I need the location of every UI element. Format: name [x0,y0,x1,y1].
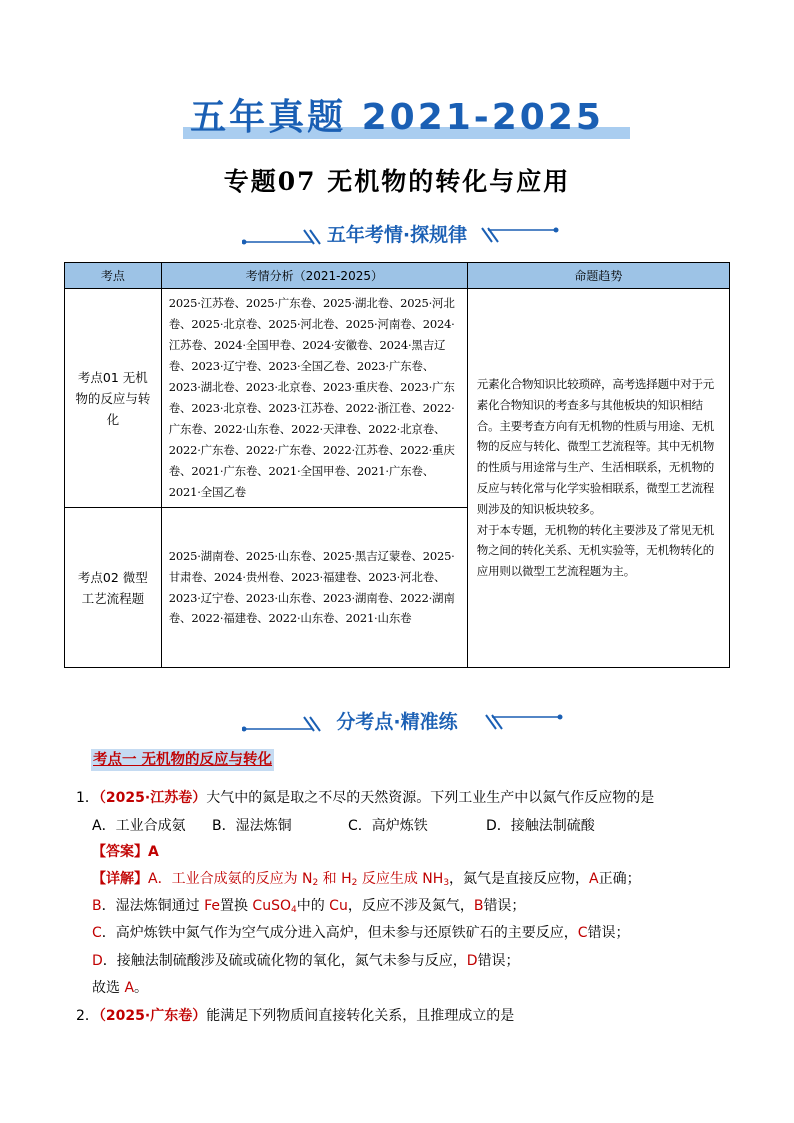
detail-line-b [92,896,732,916]
heading-right-ornament [484,709,564,735]
section-heading-practice: 分考点·精准练 [336,711,458,733]
header-trend: 命题趋势 [467,263,729,289]
question-1-stem [76,788,736,808]
question-2-stem [76,1006,736,1026]
trend-paragraph-1: 元素化合物知识比较琐碎，高考选择题中对于元素化合物知识的考查多与其他板块的知识相结合。主要考查方向有无机物的性质与用途、无机物的反应与转化、微型工艺流程等。其中无机物的性质与用途常与生产、生活相联系，无机物的反应与转化常与化学实验相联系，微型工艺流程则涉及的知识板块较多。 [476,377,715,516]
detail-text: 故选 [92,980,125,996]
detail-text: ，反应不涉及氮气， [347,898,474,914]
detail-option-ref: B [473,898,484,914]
table-header-row [65,263,730,289]
question-number: 1． [76,790,99,806]
option-b: B．湿法炼铜 [212,818,292,834]
section-heading-overview: 五年考情·探规律 [326,224,468,246]
detail-text: 中的 [296,898,330,914]
detail-text: 。 [134,980,149,996]
detail-option-ref: C [92,925,102,941]
answer-label: 【答案】 [92,844,148,860]
formula: CuSO [252,898,291,914]
header-analysis: 考情分析（2021-2025） [161,263,467,289]
formula: Cu [329,898,348,914]
subscript: 2 [312,878,319,888]
heading-left-ornament [242,222,322,248]
detail-text: 置换 [219,898,253,914]
detail-text: 和 H [318,871,352,887]
row2-point: 考点02 微型工艺流程题 [65,508,162,668]
table-row [65,289,730,508]
heading-right-ornament [480,222,560,248]
banner-title: 五年真题 2021-2025 [190,97,604,138]
option-a: A．工业合成氨 [92,818,186,834]
question-source: （2025·江苏卷） [98,790,207,806]
detail-text: 错误； [587,925,630,941]
detail-text: A．工业合成氨的反应为 N [148,871,313,887]
question-text: 能满足下列物质间直接转化关系，且推理成立的是 [206,1008,515,1024]
detail-option-ref: D [466,953,478,969]
detail-option-ref: B [92,898,102,914]
heading-left-ornament [242,709,322,735]
detail-text: 正确； [598,871,641,887]
subscript: 2 [351,878,358,888]
detail-text: ．高炉炼铁中氮气作为空气成分进入高炉，但未参与还原铁矿石的主要反应， [101,925,578,941]
detail-text: ．湿法炼铜通过 [101,898,205,914]
formula: Fe [204,898,220,914]
detail-conclusion [92,978,732,998]
detail-text: 错误； [483,898,526,914]
page-subtitle: 专题07 无机物的转化与应用 [223,167,571,196]
detail-text: 错误； [477,953,520,969]
question-source: （2025·广东卷） [98,1008,207,1024]
detail-line-a [92,869,732,889]
detail-option-ref: D [92,953,103,969]
detail-option-ref: A [124,980,135,996]
detail-text: 反应生成 NH [357,871,444,887]
detail-option-ref: A [589,871,599,887]
question-text: 大气中的氮是取之不尽的天然资源。下列工业生产中以氮气作反应物的是 [206,790,655,806]
trend-cell [467,289,729,668]
question-number: 2． [76,1008,99,1024]
question-1-options [92,816,652,836]
key-point-tag: 考点一 无机物的反应与转化 [91,749,274,771]
detail-text: ，氮气是直接反应物， [449,871,590,887]
trend-paragraph-2: 对于本专题，无机物的转化主要涉及了常见无机物之间的转化关系、无机实验等，无机物转化的应用则以微型工艺流程题为主。 [476,522,715,579]
detail-option-ref: C [577,925,588,941]
answer-value: A [148,844,159,860]
detail-text: ．接触法制硫酸涉及硫或硫化物的氧化，氮气未参与反应， [102,953,467,969]
subscript: 3 [443,878,450,888]
answer-line [92,842,159,862]
exam-overview-table [64,262,730,668]
detail-line-c [92,923,732,943]
option-d: D．接触法制硫酸 [486,818,595,834]
row1-papers: 2025·江苏卷、2025·广东卷、2025·湖北卷、2025·河北卷、2025·北京卷、2025·河北卷、2025·河南卷、2024·江苏卷、2024·全国甲卷、2024·安徽卷、2024·黑吉辽卷、2023·辽宁卷、2023·全国乙卷、2023·广东卷、2023·湖北卷、2023·北京卷、2023·重庆卷、2023·广东卷、2023·北京卷、2023·江苏卷、2022·浙江卷、2022·广东卷、2022·山东卷、2022·天津卷、2022·北京卷、2022·广东卷、2022·广东卷、2022·江苏卷、2022·重庆卷、2021·广东卷、2021·全国甲卷、2021·广东卷、2021·全国乙卷 [161,289,467,508]
detail-label: 【详解】 [92,871,148,887]
header-point: 考点 [65,263,162,289]
subscript: 4 [290,905,297,915]
row1-point: 考点01 无机物的反应与转化 [65,289,162,508]
option-c: C．高炉炼铁 [348,818,428,834]
detail-line-d [92,951,732,971]
row2-papers: 2025·湖南卷、2025·山东卷、2025·黑吉辽蒙卷、2025·甘肃卷、2024·贵州卷、2023·福建卷、2023·河北卷、2023·辽宁卷、2023·山东卷、2023·湖南卷、2022·湖南卷、2022·福建卷、2022·山东卷、2021·山东卷 [161,508,467,668]
